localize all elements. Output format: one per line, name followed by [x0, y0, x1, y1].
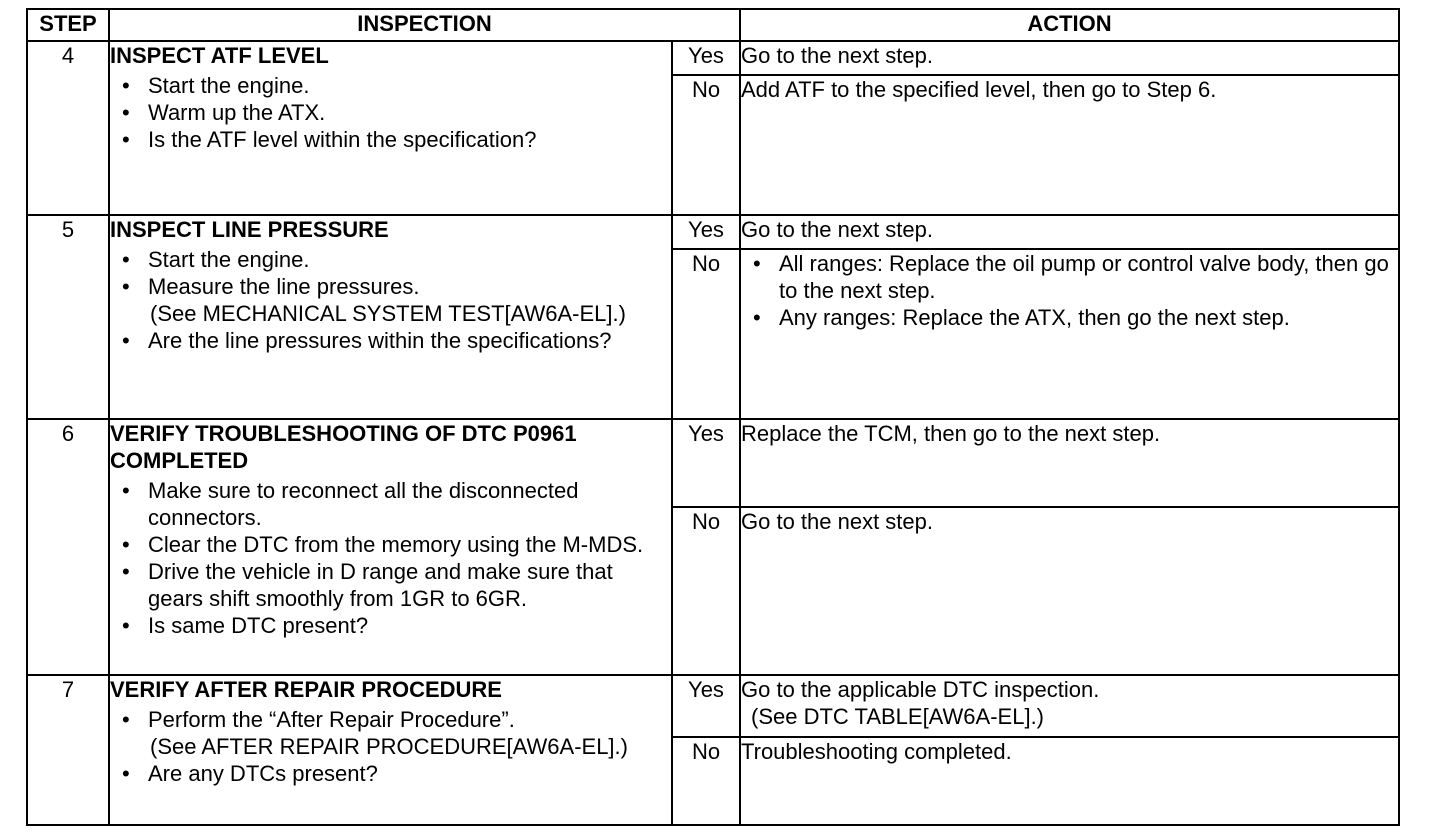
inspection-title: VERIFY TROUBLESHOOTING OF DTC P0961 COMPLETED: [110, 421, 577, 473]
list-item: • Perform the “After Repair Procedure”.: [110, 706, 671, 733]
list-item: • Is same DTC present?: [110, 612, 671, 639]
inspection-title: INSPECT LINE PRESSURE: [110, 217, 389, 242]
no-action: Add ATF to the specified level, then go to Step 6.: [740, 75, 1399, 215]
yes-action-reference: (See DTC TABLE[AW6A-EL].): [751, 704, 1045, 729]
no-action-list: [741, 250, 1398, 331]
inspection-cell: [109, 675, 672, 825]
list-item: • Drive the vehicle in D range and make sure that gears shift smoothly from 1GR to 6GR.: [110, 558, 671, 612]
inspection-cell: [109, 41, 672, 215]
list-item: • Make sure to reconnect all the disconnected connectors.: [110, 477, 671, 531]
yes-label: Yes: [672, 419, 740, 507]
list-item: • Are any DTCs present?: [110, 760, 671, 787]
no-action: Troubleshooting completed.: [740, 737, 1399, 825]
header-row: [27, 9, 1399, 41]
list-item: • Any ranges: Replace the ATX, then go the next step.: [741, 304, 1398, 331]
inspection-title: INSPECT ATF LEVEL: [110, 43, 329, 68]
yes-label: Yes: [672, 675, 740, 737]
list-item: • Start the engine.: [110, 246, 671, 273]
yes-action: Go to the next step.: [740, 215, 1399, 249]
header-step: STEP: [27, 9, 109, 41]
yes-label: Yes: [672, 215, 740, 249]
table-row: [27, 41, 1399, 75]
troubleshooting-table: [26, 8, 1400, 826]
yes-label: Yes: [672, 41, 740, 75]
step-number: 4: [27, 41, 109, 215]
list-item: • All ranges: Replace the oil pump or control valve body, then go to the next step.: [741, 250, 1398, 304]
list-item: • Measure the line pressures.: [110, 273, 671, 300]
header-action: ACTION: [740, 9, 1399, 41]
step-number: 6: [27, 419, 109, 675]
no-label: No: [672, 507, 740, 675]
no-label: No: [672, 737, 740, 825]
step-number: 5: [27, 215, 109, 419]
yes-action-cell: [740, 675, 1399, 737]
inspection-list: [110, 477, 671, 639]
list-item: • Warm up the ATX.: [110, 99, 671, 126]
yes-action: Go to the next step.: [740, 41, 1399, 75]
no-action-cell: [740, 249, 1399, 419]
no-label: No: [672, 75, 740, 215]
inspection-title: VERIFY AFTER REPAIR PROCEDURE: [110, 677, 502, 702]
table-row: [27, 675, 1399, 737]
yes-action: Go to the applicable DTC inspection.: [741, 677, 1100, 702]
table-row: [27, 419, 1399, 507]
inspection-list: [110, 706, 671, 787]
yes-action: Replace the TCM, then go to the next step.: [740, 419, 1399, 507]
list-item-reference: (See AFTER REPAIR PROCEDURE[AW6A-EL].): [150, 734, 628, 759]
no-label: No: [672, 249, 740, 419]
table-row: [27, 215, 1399, 249]
list-item-reference: (See MECHANICAL SYSTEM TEST[AW6A-EL].): [150, 301, 626, 326]
inspection-list: [110, 72, 671, 153]
header-inspection: INSPECTION: [109, 9, 740, 41]
list-item: • Is the ATF level within the specification?: [110, 126, 671, 153]
list-item: • Start the engine.: [110, 72, 671, 99]
inspection-cell: [109, 419, 672, 675]
no-action: Go to the next step.: [740, 507, 1399, 675]
list-item: • Are the line pressures within the specifications?: [110, 327, 671, 354]
inspection-cell: [109, 215, 672, 419]
inspection-list: [110, 246, 671, 354]
step-number: 7: [27, 675, 109, 825]
list-item: • Clear the DTC from the memory using the M-MDS.: [110, 531, 671, 558]
